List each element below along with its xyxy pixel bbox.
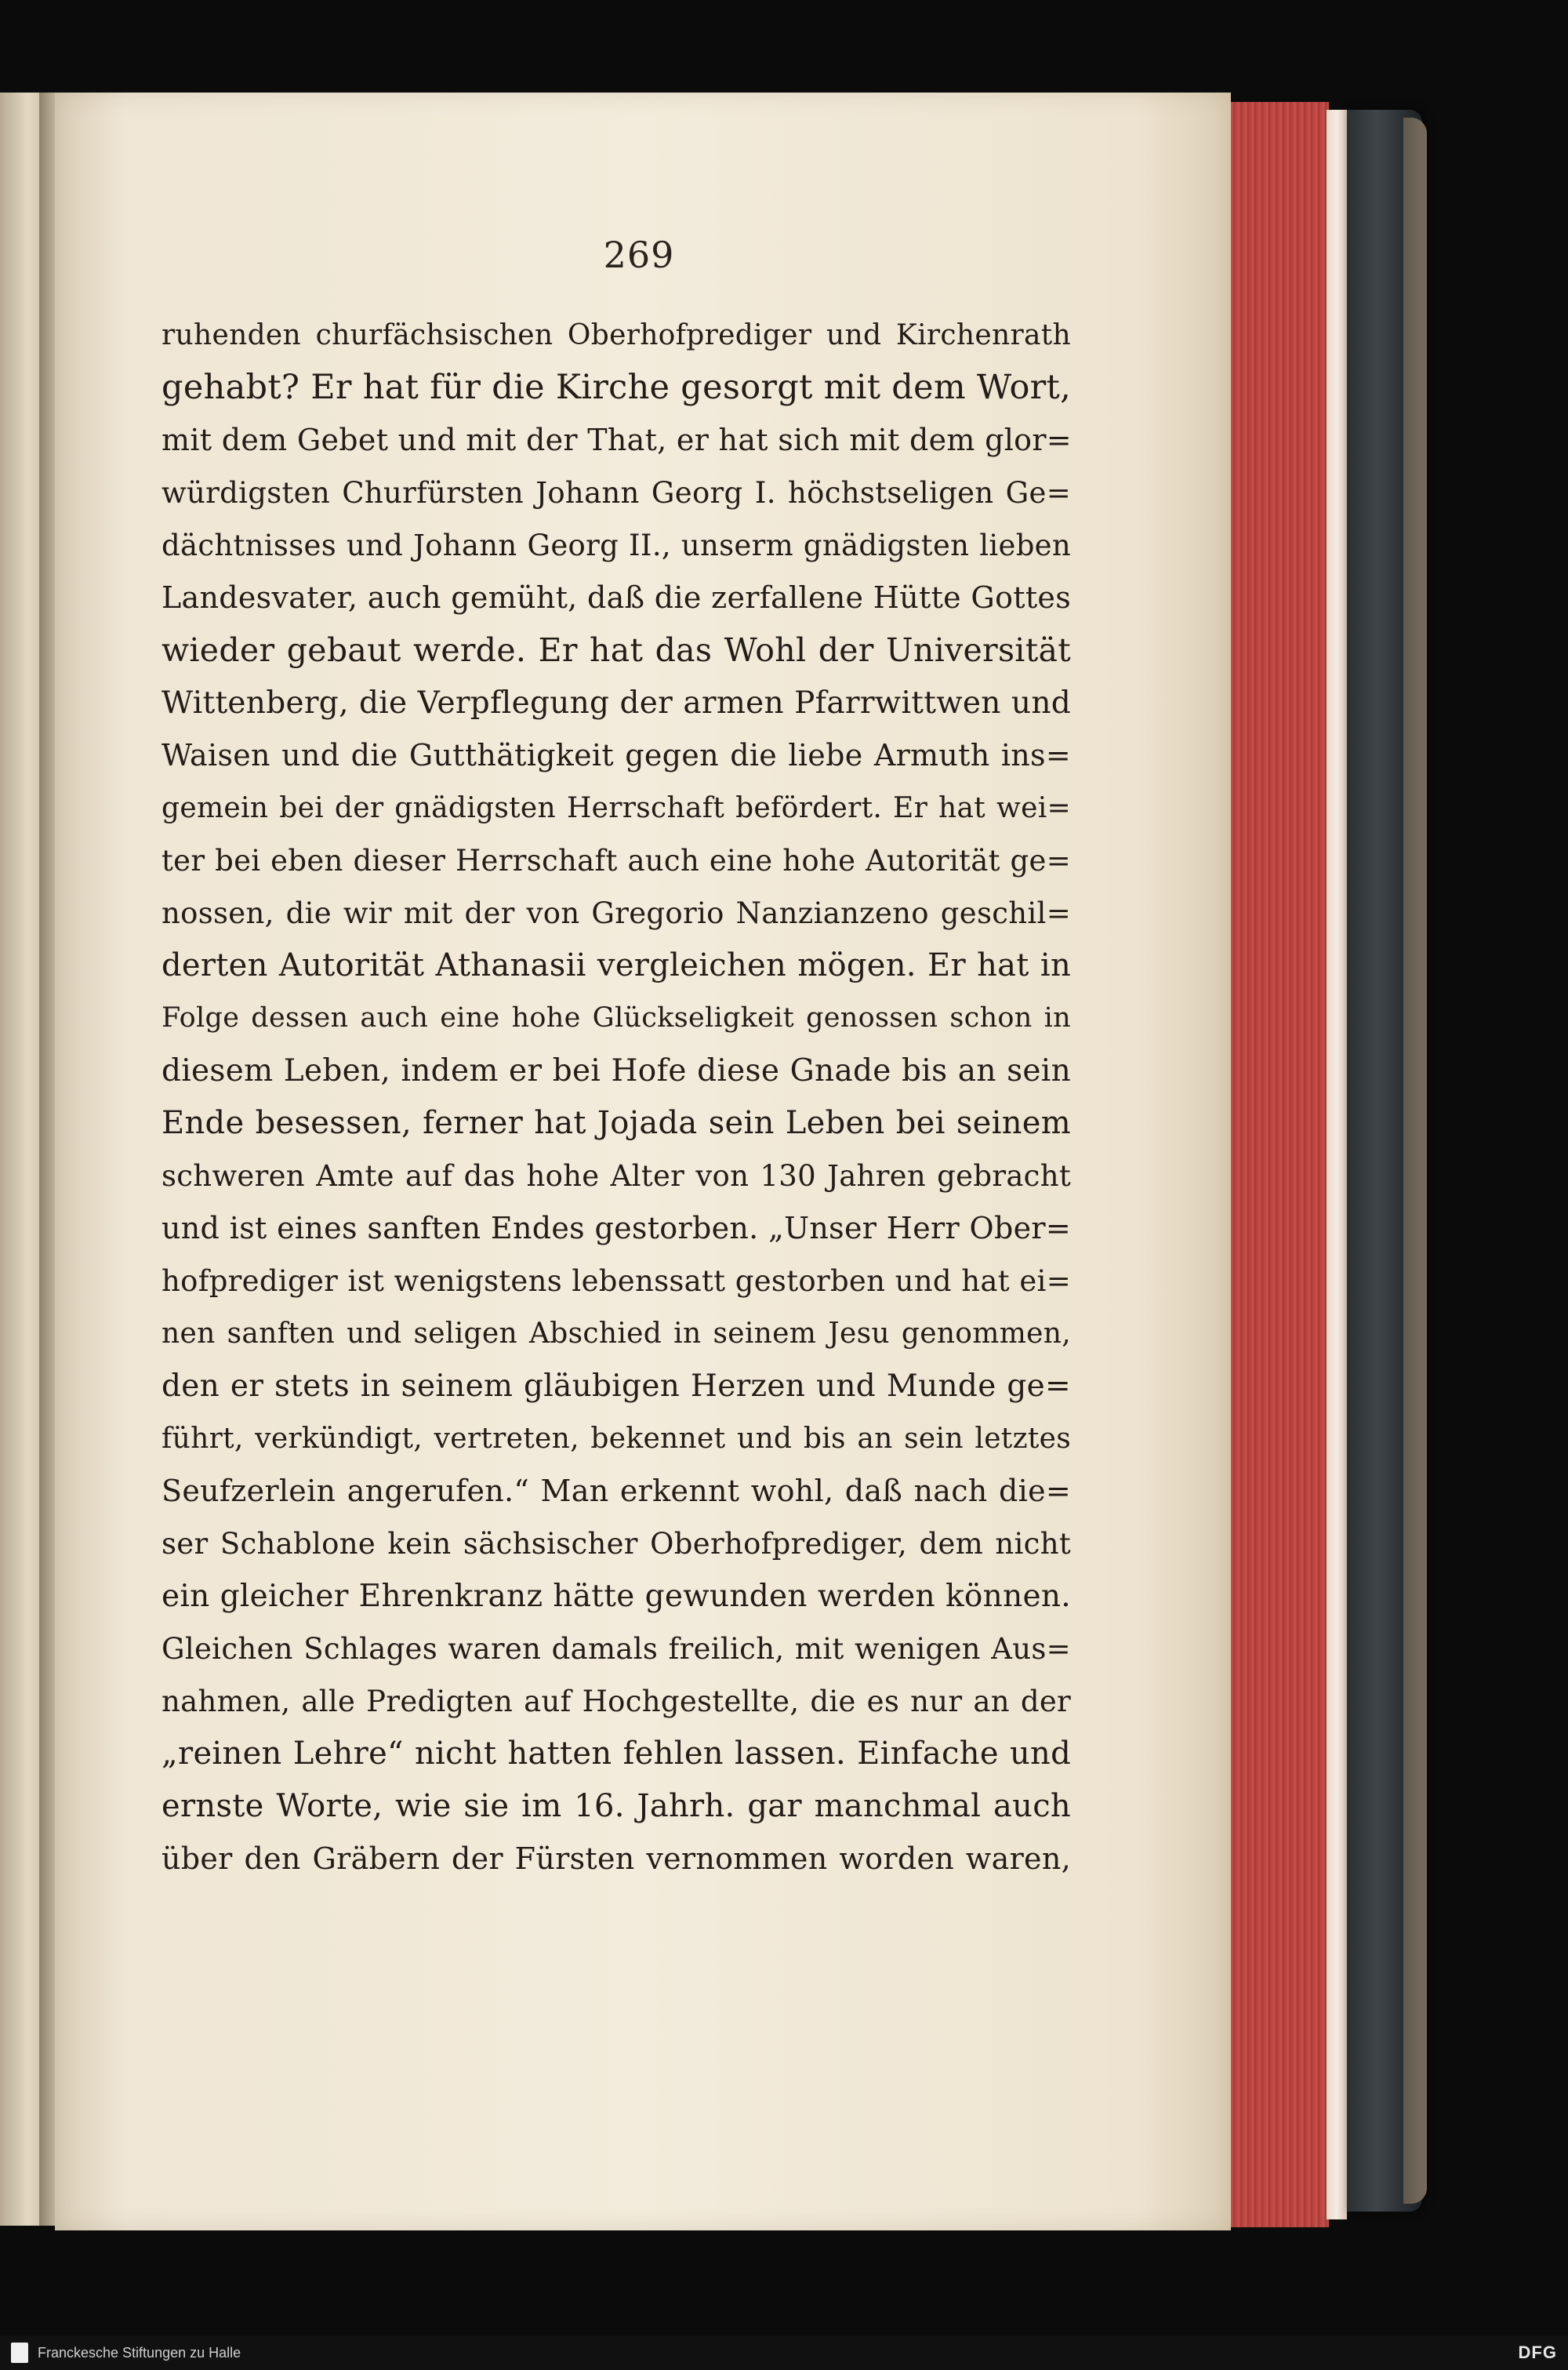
footer-institution: Franckesche Stiftungen zu Halle xyxy=(38,2345,241,2361)
book-cover-edge xyxy=(1403,118,1427,2204)
text-line: führt, verkündigt, vertreten, bekennet und bis an sein letztes xyxy=(162,1423,1071,1455)
page-number: 269 xyxy=(603,234,675,276)
text-line: mit dem Gebet und mit der That, er hat sich mit dem glor= xyxy=(162,423,1072,457)
text-line: Landesvater, auch gemüht, daß die zerfallene Hütte Gottes xyxy=(162,580,1071,615)
text-line: schweren Amte auf das hohe Alter von 130 Jahren gebracht xyxy=(162,1159,1071,1193)
text-line: Folge dessen auch eine hohe Glückseligkeit genossen schon in xyxy=(162,1002,1071,1034)
text-line: hofprediger ist wenigstens lebenssatt gestorben und hat ei= xyxy=(162,1264,1071,1298)
text-line: und ist eines sanften Endes gestorben. „Unser Herr Ober= xyxy=(162,1211,1071,1245)
text-line: würdigsten Churfürsten Johann Georg I. höchstseligen Ge= xyxy=(162,476,1071,510)
text-line: ernste Worte, wie sie im 16. Jahrh. gar manchmal auch xyxy=(162,1788,1071,1824)
text-line: Ende besessen, ferner hat Jojada sein Leben bei seinem xyxy=(162,1105,1071,1141)
text-line: gehabt? Er hat für die Kirche gesorgt mit dem Wort, xyxy=(162,368,1072,407)
text-line: ein gleicher Ehrenkranz hätte gewunden werden können. xyxy=(162,1579,1071,1614)
text-line: ter bei eben dieser Herrschaft auch eine hohe Autorität ge= xyxy=(162,844,1071,878)
text-line: den er stets in seinem gläubigen Herzen und Munde ge= xyxy=(162,1369,1071,1404)
text-line: nahmen, alle Predigten auf Hochgestellte, die es nur an der xyxy=(162,1685,1071,1718)
text-line: Seufzerlein angerufen.“ Man erkennt wohl, daß nach die= xyxy=(162,1474,1071,1508)
text-line: Gleichen Schlages waren damals freilich, mit wenigen Aus= xyxy=(162,1632,1071,1666)
text-line: nen sanften und seligen Abschied in seinem Jesu genommen, xyxy=(162,1318,1071,1350)
footer-bar xyxy=(0,2335,1568,2370)
text-line: ruhenden churfächsischen Oberhofprediger und Kirchenrath xyxy=(162,319,1071,351)
text-line: diesem Leben, indem er bei Hofe diese Gnade bis an sein xyxy=(162,1053,1071,1089)
text-line: derten Autorität Athanasii vergleichen mögen. Er hat in xyxy=(162,947,1071,983)
page-edge-strip xyxy=(1327,110,1347,2219)
text-line: dächtnisses und Johann Georg II., unserm gnädigsten lieben xyxy=(162,529,1071,562)
page-text xyxy=(162,309,1071,1885)
institution-logo-icon xyxy=(11,2343,28,2363)
text-line: Wittenberg, die Verpflegung der armen Pfarrwittwen und xyxy=(162,685,1071,721)
red-page-edges xyxy=(1220,102,1329,2227)
text-line: ser Schablone kein sächsischer Oberhofprediger, dem nicht xyxy=(162,1527,1071,1561)
text-line: nossen, die wir mit der von Gregorio Nanzianzeno geschil= xyxy=(162,896,1071,930)
text-line: Waisen und die Gutthätigkeit gegen die liebe Armuth ins= xyxy=(162,738,1071,772)
text-line: wieder gebaut werde. Er hat das Wohl der Universität xyxy=(162,631,1071,669)
text-line: über den Gräbern der Fürsten vernommen worden waren, xyxy=(162,1841,1071,1876)
text-line: gemein bei der gnädigsten Herrschaft befördert. Er hat wei= xyxy=(162,792,1071,824)
dfg-logo: DFG xyxy=(1518,2343,1557,2362)
text-line: „reinen Lehre“ nicht hatten fehlen lassen. Einfache und xyxy=(162,1736,1071,1772)
